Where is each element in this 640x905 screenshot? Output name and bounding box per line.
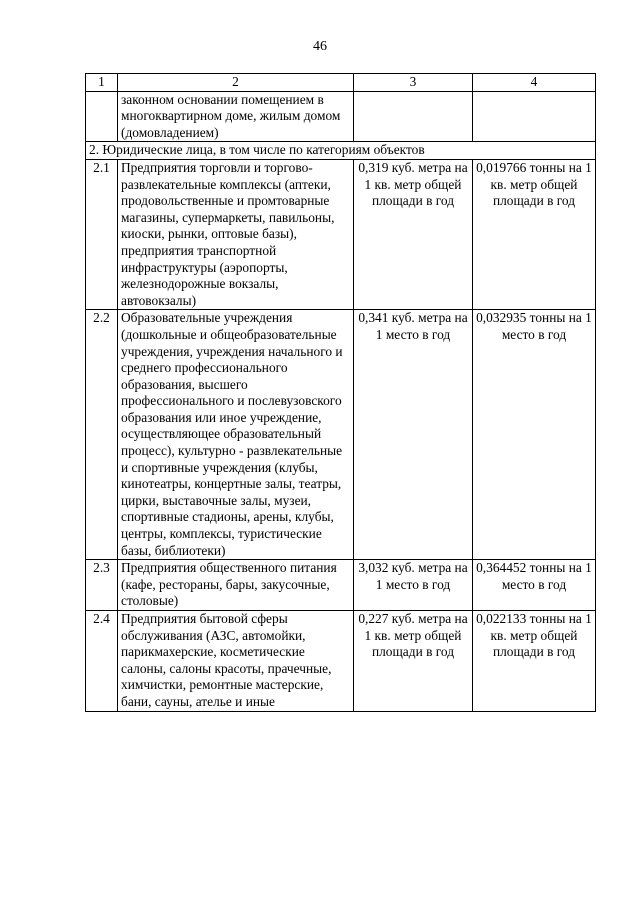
column-header: 3 <box>354 74 473 92</box>
table-row <box>86 560 596 611</box>
table-row <box>86 611 596 712</box>
row-description: Предприятия общественного питания (кафе, рестораны, бары, закусочные, столовые) <box>118 560 354 611</box>
continuation-row <box>86 91 596 142</box>
row-description: Образовательные учреждения (дошкольные и общеобразовательные учреждения, учреждения начального и среднего профессионального образования, высшего профессионального и послевузовского образования или иное учреждение, осуществляющее образовательный процесс), культурно - развлекательные и спортивные учреждения (клубы, кинотеатры, концертные залы, театры, цирки, выставочные залы, музеи, спортивные стадионы, арены, клубы, центры, комплексы, туристические базы, библиотеки) <box>118 310 354 560</box>
volume-norm: 0,227 куб. метра на 1 кв. метр общей площади в год <box>354 611 473 712</box>
column-header: 2 <box>118 74 354 92</box>
row-description: Предприятия бытовой сферы обслуживания (АЗС, автомойки, парикмахерские, косметические салоны, салоны красоты, прачечные, химчистки, ремонтные мастерские, бани, сауны, ателье и иные <box>118 611 354 712</box>
column-header: 4 <box>473 74 596 92</box>
volume-norm-cell <box>354 91 473 142</box>
page-number: 46 <box>313 39 327 54</box>
section-row <box>86 142 596 160</box>
volume-norm: 3,032 куб. метра на 1 место в год <box>354 560 473 611</box>
row-description: Предприятия торговли и торгово-развлекательные комплексы (аптеки, продовольственные и промтоварные магазины, супермаркеты, павильоны, киоски, рынки, оптовые базы), предприятия транспортной инфраструктуры (аэропорты, железнодорожные вокзалы, автовокзалы) <box>118 159 354 309</box>
table-row <box>86 159 596 309</box>
column-header: 1 <box>86 74 118 92</box>
mass-norm: 0,364452 тонны на 1 место в год <box>473 560 596 611</box>
row-number: 2.1 <box>86 159 118 309</box>
row-number-cell <box>86 91 118 142</box>
row-number: 2.4 <box>86 611 118 712</box>
mass-norm-cell <box>473 91 596 142</box>
table-row <box>86 310 596 560</box>
mass-norm: 0,019766 тонны на 1 кв. метр общей площади в год <box>473 159 596 309</box>
mass-norm: 0,022133 тонны на 1 кв. метр общей площади в год <box>473 611 596 712</box>
section-title: 2. Юридические лица, в том числе по категориям объектов <box>86 142 596 160</box>
norms-table <box>85 73 596 712</box>
table-header-row <box>86 74 596 92</box>
row-number: 2.3 <box>86 560 118 611</box>
volume-norm: 0,319 куб. метра на 1 кв. метр общей площади в год <box>354 159 473 309</box>
row-number: 2.2 <box>86 310 118 560</box>
mass-norm: 0,032935 тонны на 1 место в год <box>473 310 596 560</box>
volume-norm: 0,341 куб. метра на 1 место в год <box>354 310 473 560</box>
row-description: законном основании помещением в многоквартирном доме, жилым домом (домовладением) <box>118 91 354 142</box>
